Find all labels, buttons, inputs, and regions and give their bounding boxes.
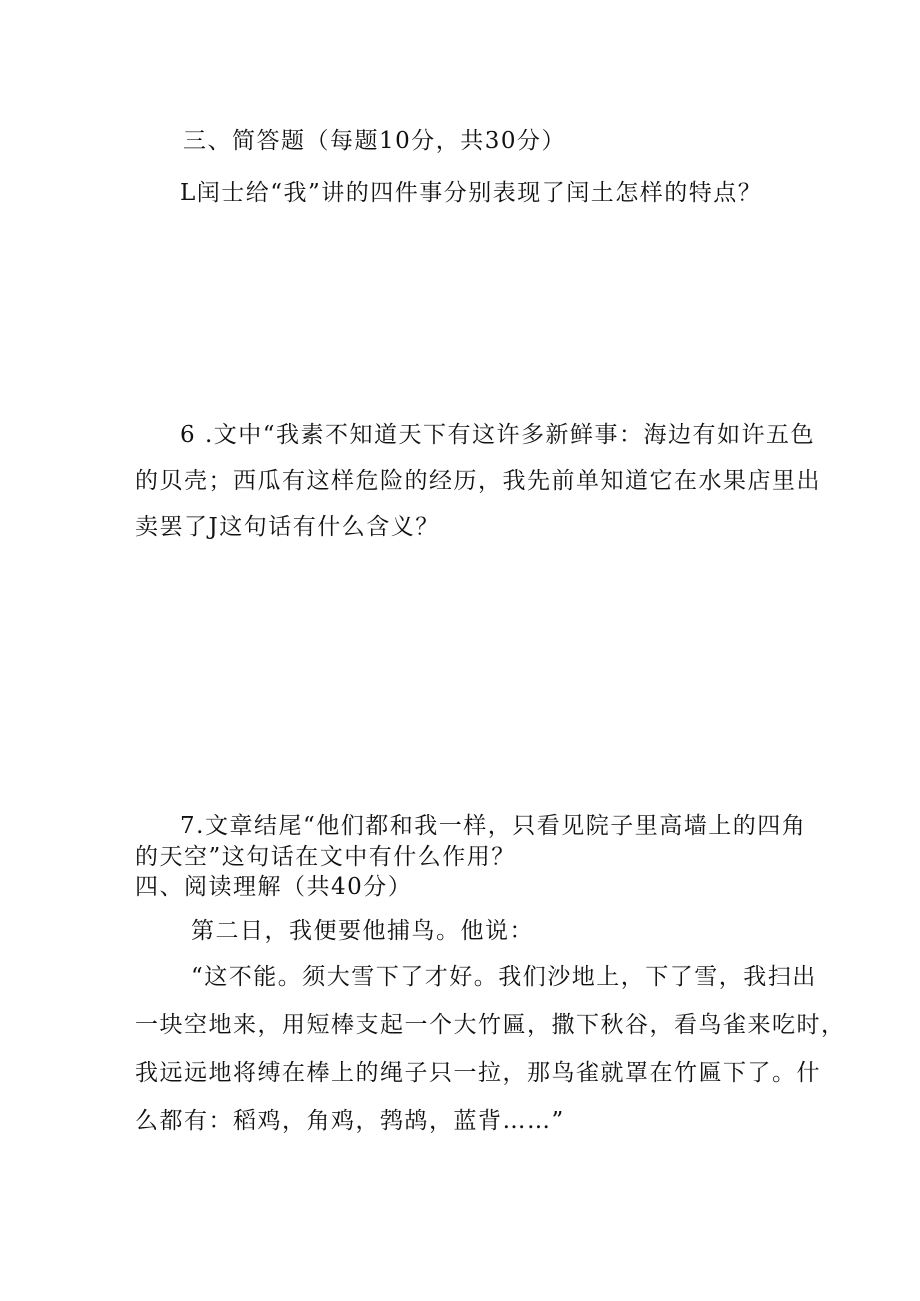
- passage-line-5: 么都有：稻鸡，角鸡，鹁鸪，蓝背……”: [135, 1108, 565, 1134]
- question-7-line-2: 的天空”这句话在文中有什么作用？: [135, 844, 516, 870]
- question-7-line-1: 7.文章结尾“他们都和我一样，只看见院子里高墙上的四角: [180, 813, 807, 839]
- question-6-line-1: 6 .文中“我素不知道天下有这许多新鲜事：海边有如许五色: [180, 422, 816, 448]
- question-5: L闰士给“我”讲的四件事分别表现了闰土怎样的特点？: [180, 180, 763, 206]
- passage-line-2: “这不能。须大雪下了才好。我们沙地上，下了雪，我扫出: [191, 964, 817, 990]
- question-6-line-2: 的贝壳；西瓜有这样危险的经历，我先前单知道它在水果店里出: [135, 468, 821, 494]
- passage-line-1: 第二日，我便要他捕鸟。他说：: [191, 918, 534, 944]
- passage-line-4: 我远远地将缚在棒上的绳子只一拉，那鸟雀就罩在竹匾下了。什: [135, 1060, 821, 1086]
- section-4-heading: 四、阅读理解（共40分）: [135, 874, 413, 900]
- question-6-line-3: 卖罢了J这句话有什么含义？: [135, 514, 440, 540]
- section-3-heading: 三、简答题（每题10分，共30分）: [183, 128, 567, 154]
- passage-line-3: 一块空地来，用短棒支起一个大竹匾，撒下秋谷，看鸟雀来吃时，: [135, 1012, 846, 1038]
